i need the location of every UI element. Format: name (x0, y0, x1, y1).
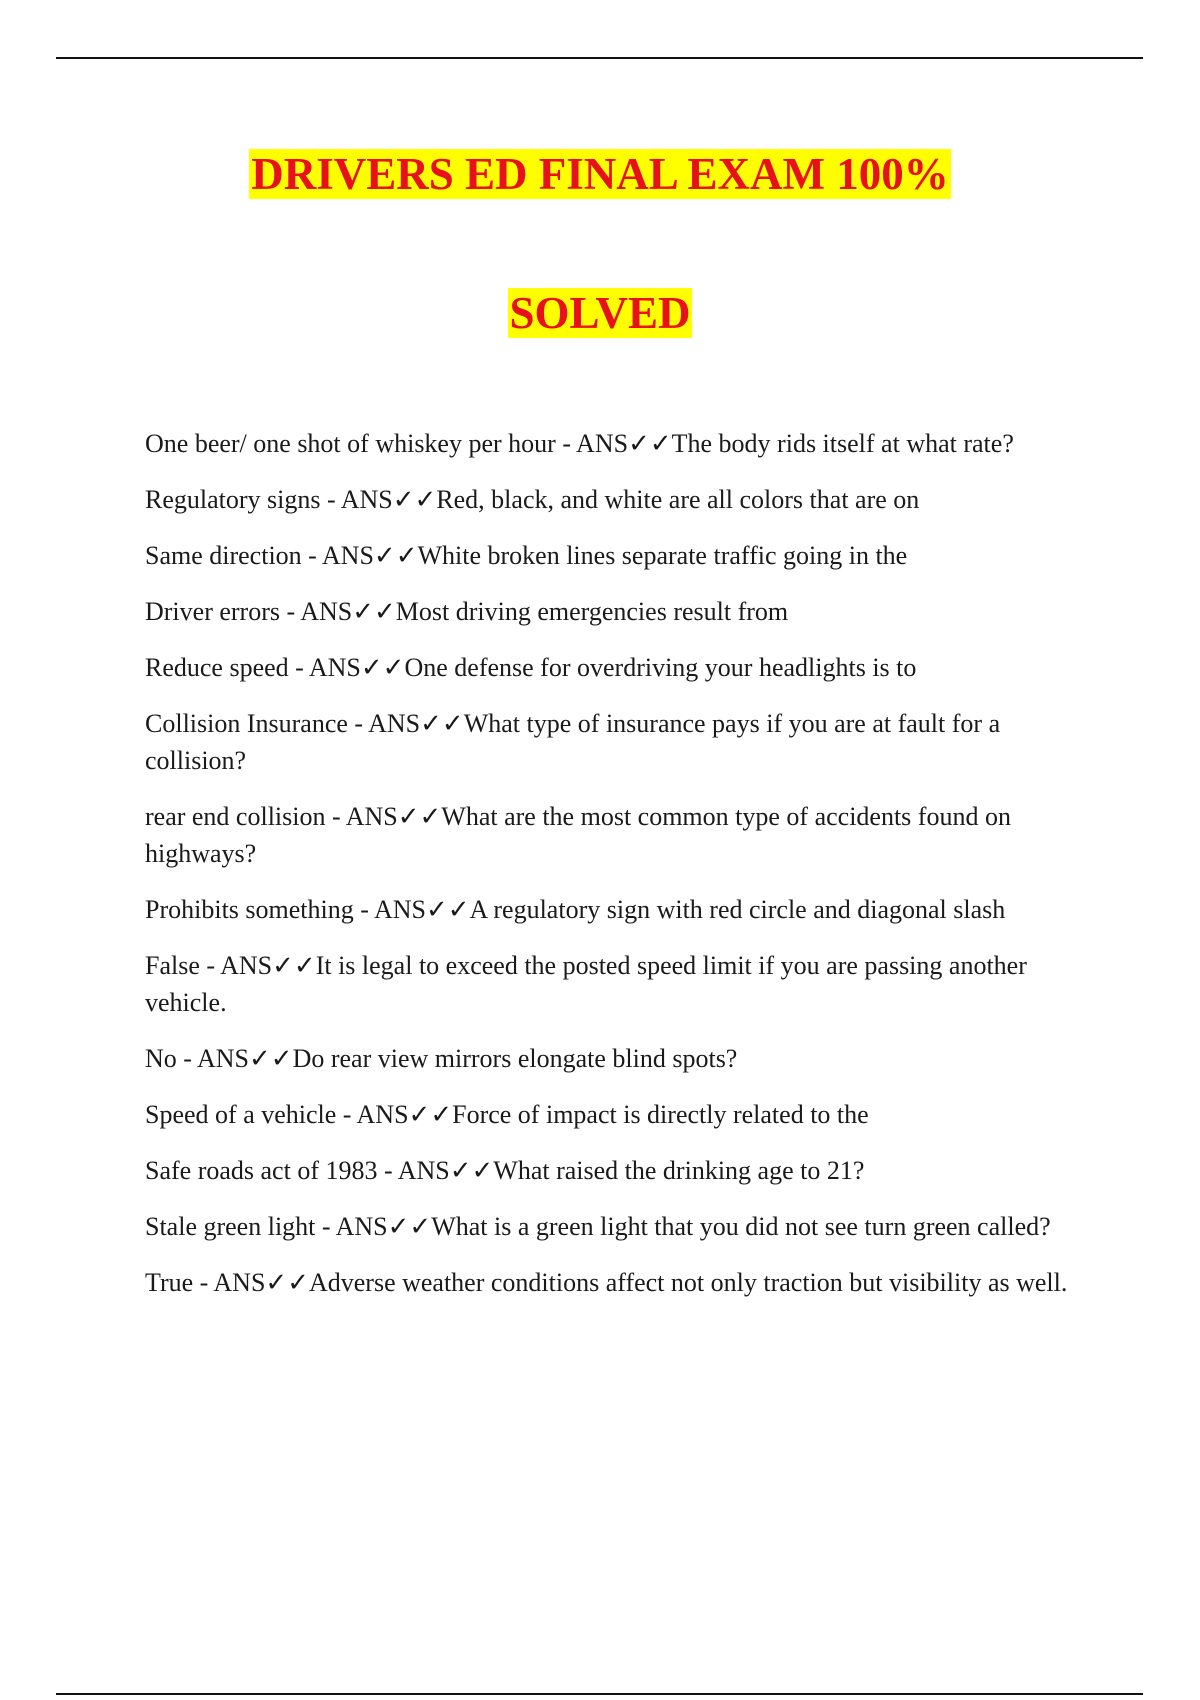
qa-list (145, 425, 1090, 1320)
qa-entry: rear end collision - ANS✓✓What are the most common type of accidents found on highways? (145, 802, 1011, 868)
qa-entry: No - ANS✓✓Do rear view mirrors elongate blind spots? (145, 1044, 738, 1073)
title-highlight: DRIVERS ED FINAL EXAM 100% (251, 149, 949, 199)
qa-entry: Same direction - ANS✓✓White broken lines separate traffic going in the (145, 541, 908, 570)
qa-entry: Collision Insurance - ANS✓✓What type of insurance pays if you are at fault for a collision? (145, 709, 1001, 775)
title-highlight: SOLVED (509, 288, 691, 338)
qa-entry: False - ANS✓✓It is legal to exceed the posted speed limit if you are passing another vehicle. (145, 951, 1027, 1017)
qa-entry: True - ANS✓✓Adverse weather conditions affect not only traction but visibility as well. (145, 1268, 1068, 1297)
qa-entry: One beer/ one shot of whiskey per hour - ANS✓✓The body rids itself at what rate? (145, 429, 1014, 458)
qa-entry: Safe roads act of 1983 - ANS✓✓What raised the drinking age to 21? (145, 1156, 865, 1185)
qa-entry: Prohibits something - ANS✓✓A regulatory sign with red circle and diagonal slash (145, 895, 1006, 924)
document-title-line-2 (0, 285, 1200, 341)
qa-entry: Regulatory signs - ANS✓✓Red, black, and white are all colors that are on (145, 485, 920, 514)
qa-entry: Driver errors - ANS✓✓Most driving emergencies result from (145, 597, 789, 626)
qa-entry: Stale green light - ANS✓✓What is a green light that you did not see turn green called? (145, 1212, 1051, 1241)
document-title-line-1 (0, 146, 1200, 202)
qa-entry: Reduce speed - ANS✓✓One defense for overdriving your headlights is to (145, 653, 917, 682)
bottom-rule (56, 1693, 1143, 1695)
qa-entry: Speed of a vehicle - ANS✓✓Force of impact is directly related to the (145, 1100, 869, 1129)
top-rule (56, 57, 1143, 59)
